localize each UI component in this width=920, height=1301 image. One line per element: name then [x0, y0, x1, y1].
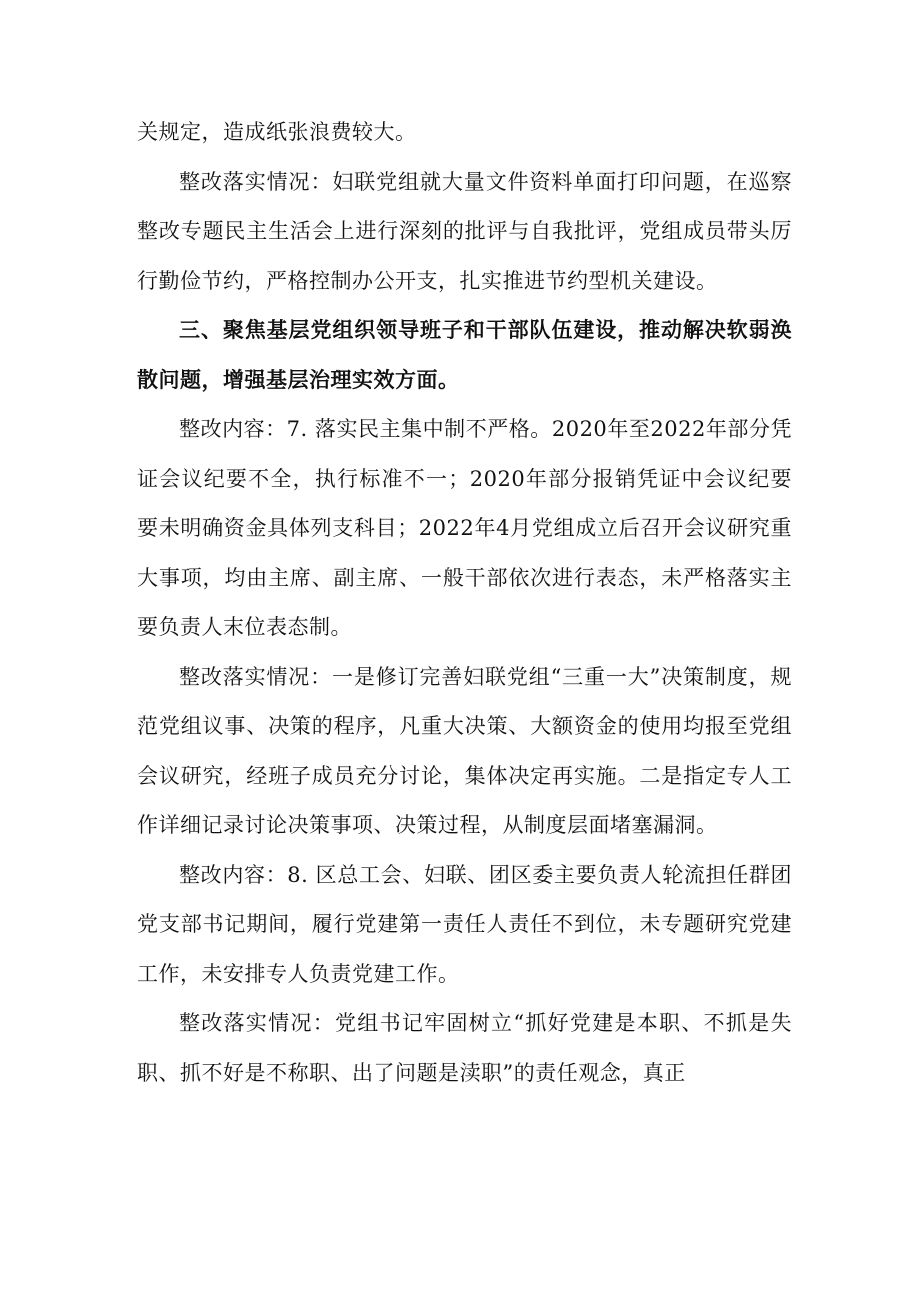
paragraph-rectification-status-7: 整改落实情况：一是修订完善妇联党组“三重一大”决策制度，规范党组议事、决策的程序，凡重大决策、大额资金的使用均报至党组会议研究，经班子成员充分讨论，集体决定再实施。二是指定专人工作详细记录讨论决策事项、决策过程，从制度层面堵塞漏洞。 [137, 664, 792, 837]
paragraph-rectification-status-8: 整改落实情况：党组书记牢固树立“抓好党建是本职、不抓是失职、抓不好是不称职、出了问题是渎职”的责任观念，真正 [137, 1011, 792, 1085]
paragraph-continuation: 关规定，造成纸张浪费较大。 [137, 120, 417, 144]
section-heading-3: 三、聚焦基层党组织领导班子和干部队伍建设，推动解决软弱涣散问题，增强基层治理实效方面。 [137, 318, 792, 392]
paragraph-rectification-item-8: 整改内容：8. 区总工会、妇联、团区委主要负责人轮流担任群团党支部书记期间，履行党建第一责任人责任不到位，未专题研究党建工作，未安排专人负责党建工作。 [137, 862, 792, 986]
paragraph-rectification-status-1: 整改落实情况：妇联党组就大量文件资料单面打印问题，在巡察整改专题民主生活会上进行深刻的批评与自我批评，党组成员带头厉行勤俭节约，严格控制办公开支，扎实推进节约型机关建设。 [137, 169, 792, 293]
paragraph-rectification-item-7: 整改内容：7. 落实民主集中制不严格。2020年至2022年部分凭证会议纪要不全，执行标准不一；2020年部分报销凭证中会议纪要要未明确资金具体列支科目；2022年4月党组成立后召开会议研究重大事项，均由主席、副主席、一般干部依次进行表态，未严格落实主要负责人末位表态制。 [137, 417, 792, 639]
document-body [137, 108, 792, 1098]
